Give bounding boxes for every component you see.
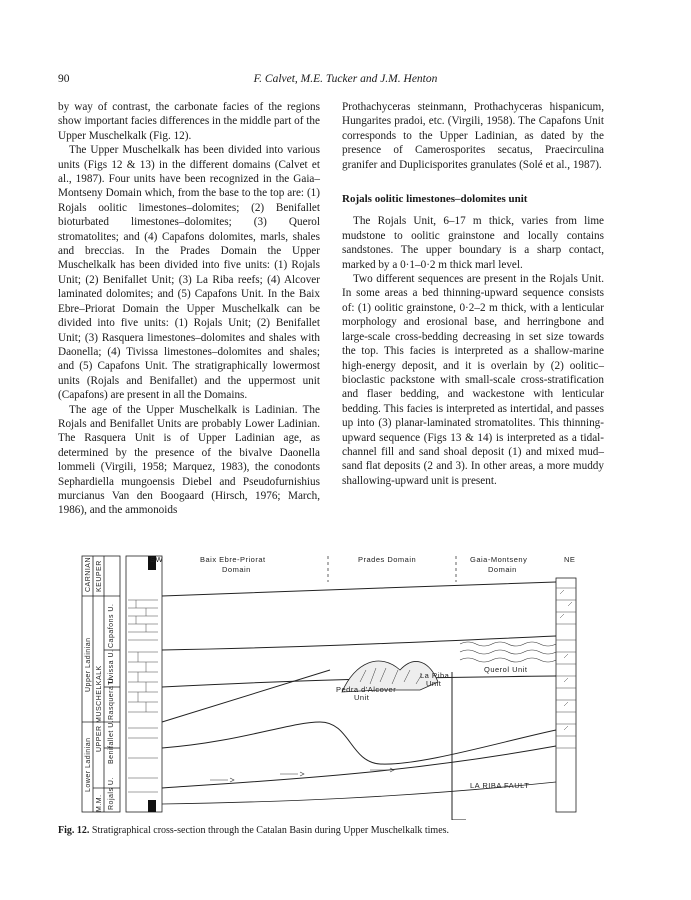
lower-ladinian-label: Lower Ladinian <box>85 737 92 792</box>
stratigraphic-cross-section-figure <box>80 552 600 820</box>
pedra-unit-label: Pedra d'Alcover <box>336 685 397 694</box>
caption-label: Fig. 12. <box>58 825 90 836</box>
right-column <box>342 100 604 488</box>
paragraph: The age of the Upper Muschelkalk is Ladinian. The Rojals and Benifallet Units are probably Lower Ladinian. The Rasquera Unit is of Upper Ladinian age, as determined by the presence of the bivalve Daonella lommeli (Virgili, 1958; Marquez, 1983), the conodonts Sephardiella mungoensis Diebel and Pseudofurnishius murcianus Van den Boogaard (Hirsch, 1976; March, 1986), and the ammonoids <box>58 403 320 517</box>
la-riba-fault-line <box>452 672 466 820</box>
paragraph: The Upper Muschelkalk has been divided into various units (Figs 12 & 13) in the different domains (Calvet et al., 1987). Four units have been recognized in the Gaia–Montseny Domain which, from the base to the top are: (1) Rojals oolitic limestones–dolomites; (2) Benifallet bioturbated limestones–dolomites; (3) Querol stromatolites; and (4) Capafons dolomites, marls, shales and breccias. In the Prades Domain the Upper Muschelkalk has been divided into five units: (1) Rojals Unit; (2) Benifallet Unit; (3) La Riba reefs; (4) Alcover laminated dolomites; and (5) Capafons Unit. In the Baix Ebre–Priorat Domain the Upper Muschelkalk can be divided into five units: (1) Rojals Unit; (2) Benifallet Unit; (3) Rasquera limestones–dolomites and shales with Daonella; (4) Tivissa limestones–dolomites and shales; and (5) Capafons Unit. The stratigraphically lowermost units (Rojals and Benifallet) and the uppermost unit (Capafons) are present in all the Domains. <box>58 144 320 402</box>
right-section-column <box>556 578 576 812</box>
la-riba-unit-label-2: Unit <box>426 679 442 688</box>
rasquera-unit-label: Rasquera U. <box>108 675 115 720</box>
paragraph: The Rojals Unit, 6–17 m thick, varies from lime mudstone to oolitic grainstone and locally contains sandstones. The upper boundary is a sharp contact, marked by a 0·1–0·2 m thick marl level. <box>342 215 604 271</box>
gaia-domain-label-2: Domain <box>488 565 517 574</box>
ne-label: NE <box>564 555 576 564</box>
carnian-label: CARNIAN <box>85 556 92 592</box>
querol-unit-label: Querol Unit <box>484 665 528 674</box>
keuper-base <box>162 582 556 596</box>
keuper-label: KEUPER <box>96 560 103 592</box>
left-section-column <box>126 556 162 812</box>
section-heading: Rojals oolitic limestones–dolomites unit <box>342 193 528 206</box>
gaia-domain-label: Gaia-Montseny <box>470 555 528 564</box>
baix-domain-label-2: Domain <box>222 565 251 574</box>
upper-muschelkalk-label: UPPER MUSCHELKALK <box>96 665 103 752</box>
baix-domain-label: Baix Ebre-Priorat <box>200 555 266 564</box>
la-riba-unit-label: La Riba <box>420 671 450 680</box>
pedra-unit-label-2: Unit <box>354 693 370 702</box>
paragraph: by way of contrast, the carbonate facies of the regions show important facies differences in the middle part of the Upper Muschelkalk (Fig. 12). <box>58 101 320 142</box>
paragraph: Prothachyceras steinmann, Prothachyceras hispanicum, Hungarites pradoi, etc. (Virgili, 1958). The Capafons Unit corresponds to the Upper Ladinian, as dated by the presence of Camerosporites secatus, Praecirculina granifer and Duplicisporites granulates (Solé et al., 1987). <box>342 101 604 171</box>
running-head: F. Calvet, M.E. Tucker and J.M. Henton <box>253 73 438 85</box>
capafons-unit-label: Capafons U. <box>108 603 115 648</box>
paragraph: Two different sequences are present in the Rojals Unit. In some areas a bed thinning-upward sequence consists of: (1) oolitic grainstone, 0·2–2 m thick, with a lenticular morphology and erosional base, and herringbone and large-scale cross-bedding decreasing in set size towards the top. This facies is interpreted as a shallow-marine high-energy deposit, and it is overlain by (2) oolitic–bioclastic packstone with small-scale cross-stratification and flaser bedding, and wackestone with lenticular bedding. This facies is interpreted as intertidal, and passes up into (3) planar-laminated stromatolites. This thinning-upward sequence (Figs 13 & 14) is interpreted as a tidal-channel fill and sand shoal deposit (1) and mixed mud–sand flat deposits (2 and 3). In other areas, a more muddy shallowing-upward unit is present. <box>342 273 604 487</box>
tivissa-unit-label: Tivissa U. <box>108 649 115 685</box>
figure-caption <box>58 825 633 836</box>
page-header <box>58 73 633 89</box>
sw-label: SW <box>150 555 164 564</box>
caption-text: Stratigraphical cross-section through the Catalan Basin during Upper Muschelkalk times. <box>91 825 450 836</box>
prades-domain-label: Prades Domain <box>358 555 417 564</box>
upper-ladinian-label: Upper Ladinian <box>85 637 92 692</box>
left-column <box>58 100 320 518</box>
rojals-unit-label: Rojals U. <box>108 777 115 810</box>
la-riba-fault-label: LA RIBA FAULT <box>470 781 530 790</box>
page-number: 90 <box>58 73 70 85</box>
cross-section-diagram <box>80 552 600 820</box>
mm-label: M.M. <box>96 794 103 812</box>
benifallet-unit-label: Benifallet U. <box>108 719 115 764</box>
